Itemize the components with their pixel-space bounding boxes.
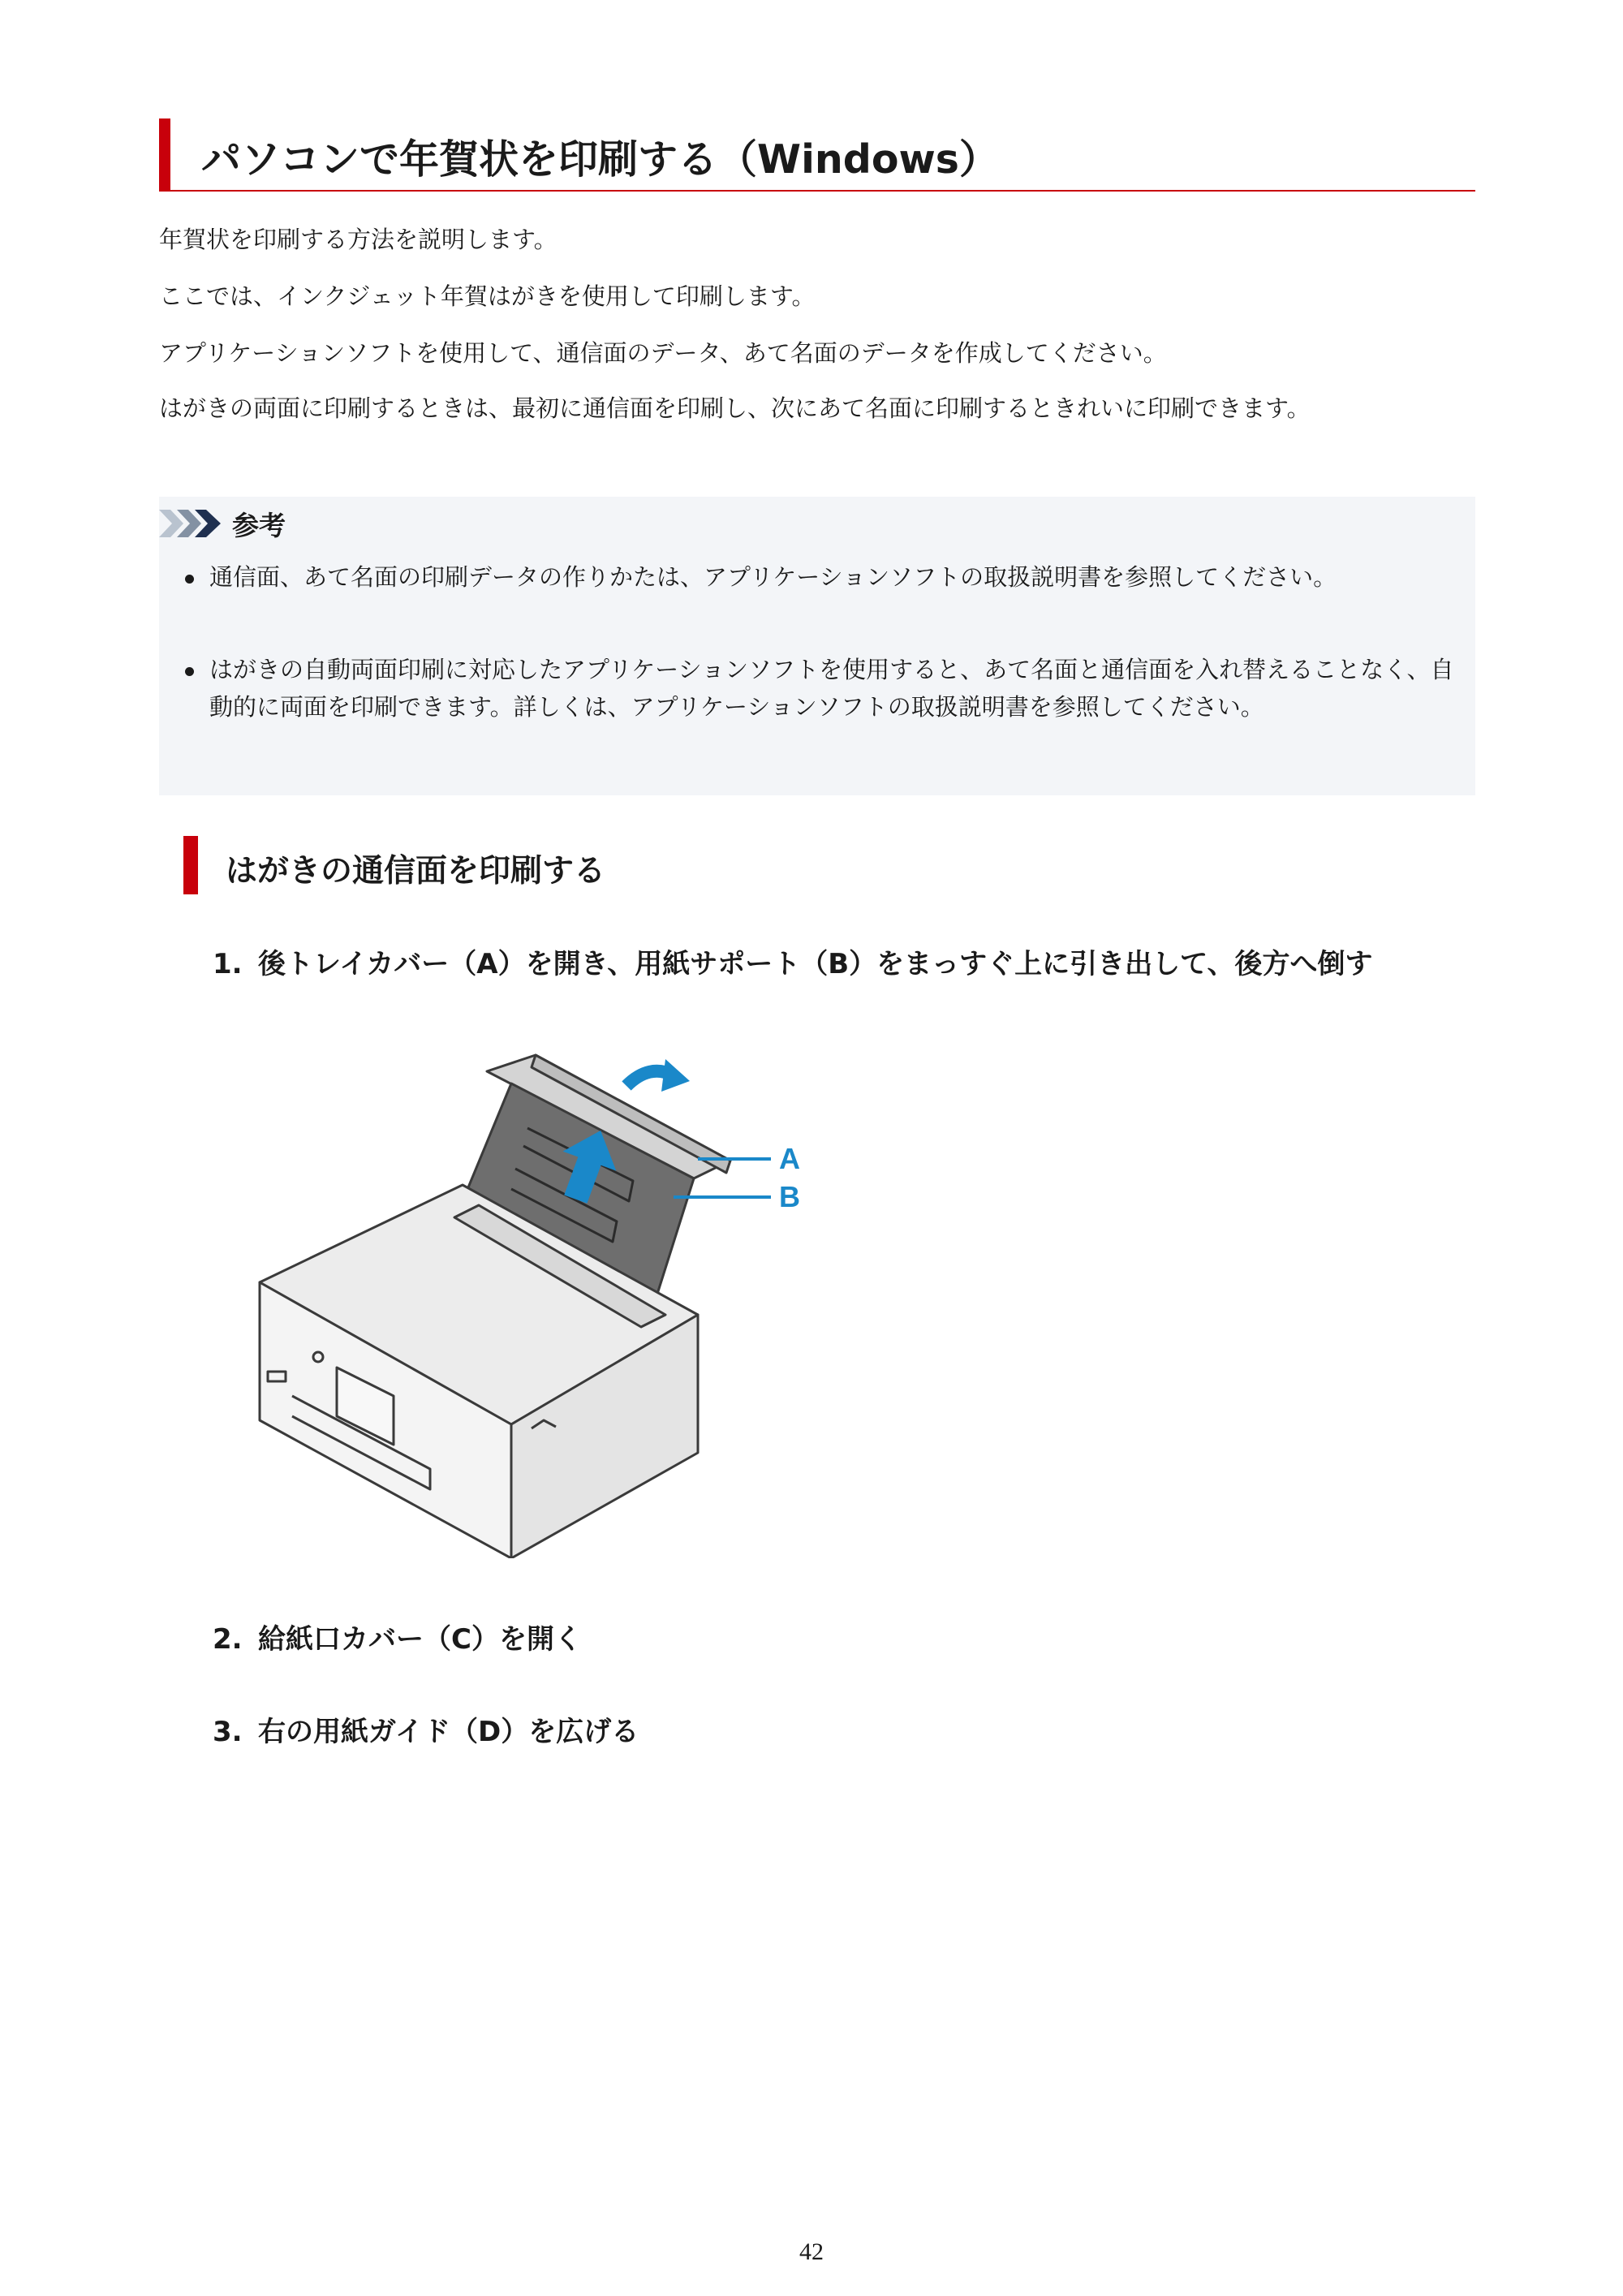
label-a: A (779, 1142, 800, 1175)
intro-paragraph-1: 年賀状を印刷する方法を説明します。 (159, 226, 558, 253)
page-number: 42 (799, 2238, 824, 2265)
note-item-1: 通信面、あて名面の印刷データの作りかたは、アプリケーションソフトの取扱説明書を参照してください。 (209, 563, 1337, 591)
intro-paragraph-3: アプリケーションソフトを使用して、通信面のデータ、あて名面のデータを作成してください。 (159, 339, 1167, 367)
chevrons-icon (159, 510, 227, 537)
step-number: 2. (213, 1623, 243, 1656)
note-label: 参考 (232, 510, 286, 541)
note-item-2: はがきの自動両面印刷に対応したアプリケーションソフトを使用すると、あて名面と通信面を入れ替えることなく、自動的に両面を印刷できます。詳しくは、アプリケーションソフトの取扱説明書を参照してください。 (209, 656, 1454, 721)
step-text: 右の用紙ガイド（D）を広げる (258, 1716, 639, 1748)
section-title: はがきの通信面を印刷する (226, 853, 606, 890)
note-box (159, 497, 1475, 795)
page-heading (159, 118, 1475, 192)
intro-paragraph-4: はがきの両面に印刷するときは、最初に通信面を印刷し、次にあて名面に印刷するときれいに印刷できます。 (159, 394, 1311, 422)
heading-accent-bar (159, 118, 170, 190)
step-number: 1. (213, 948, 243, 980)
bullet-dot (185, 575, 194, 584)
label-b: B (779, 1180, 800, 1213)
bullet-dot (185, 667, 194, 676)
printer-illustration (243, 1039, 828, 1558)
step-text: 給紙口カバー（C）を開く (258, 1623, 582, 1656)
intro-paragraph-2: ここでは、インクジェット年賀はがきを使用して印刷します。 (159, 282, 816, 310)
page-title: パソコンで年賀状を印刷する（Windows） (201, 136, 999, 183)
step-number: 3. (213, 1716, 243, 1748)
step-text: 後トレイカバー（A）を開き、用紙サポート（B）をまっすぐ上に引き出して、後方へ倒す (258, 948, 1373, 980)
section-accent-bar (183, 836, 198, 894)
